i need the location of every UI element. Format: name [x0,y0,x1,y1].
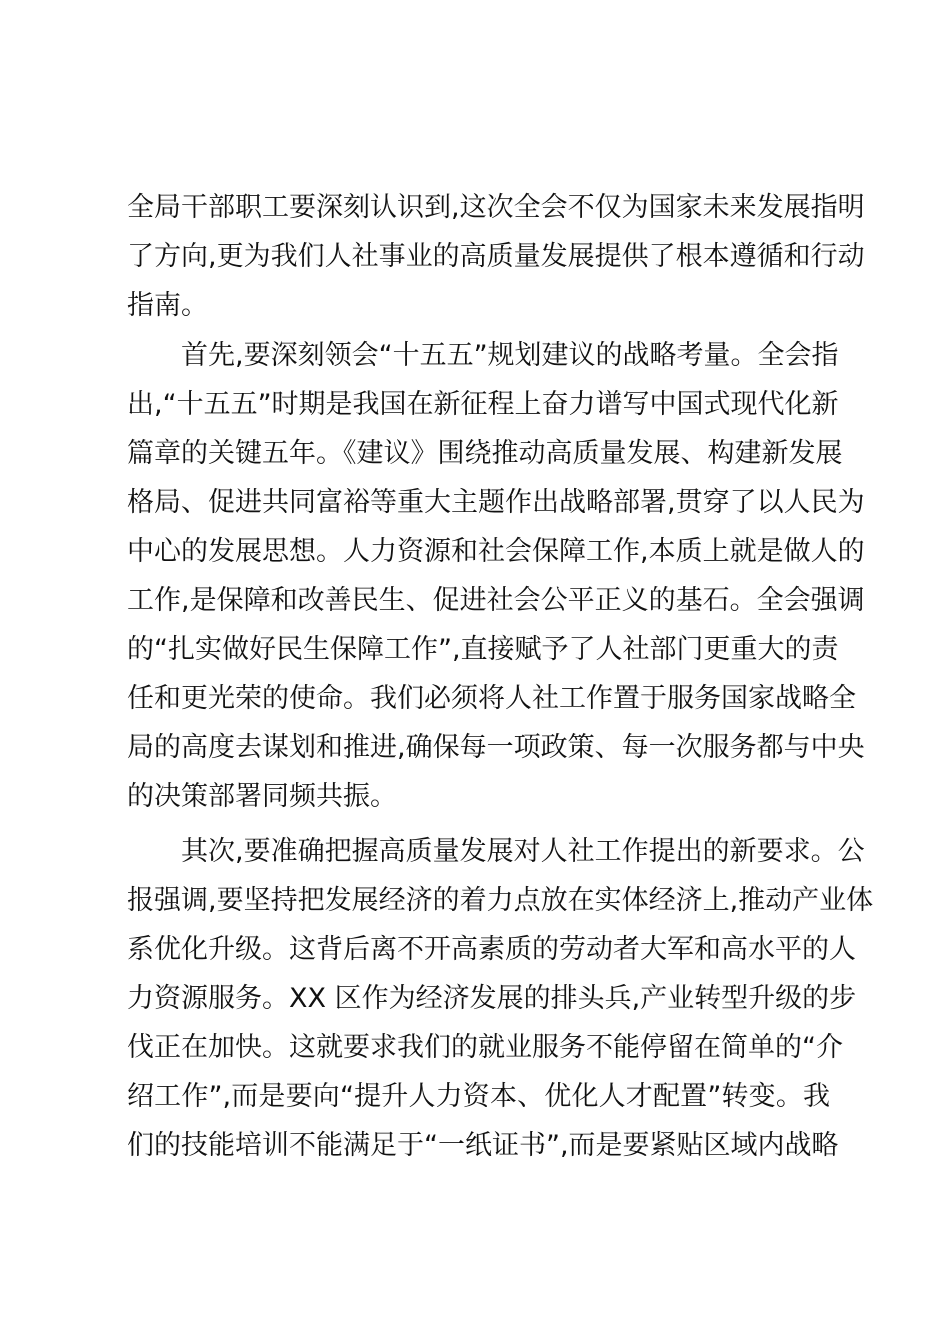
paragraph-line: 的决策部署同频共振。 [127,781,397,812]
paragraph-line: 出,“十五五”时期是我国在新征程上奋力谱写中国式现代化新 [127,389,839,420]
paragraph-line: 绍工作”,而是要向“提升人力资本、优化人才配置”转变。我 [127,1081,830,1112]
paragraph-line: 伐正在加快。这就要求我们的就业服务不能停留在简单的“介 [127,1032,843,1063]
paragraph-2 [127,331,865,821]
paragraph-1 [127,183,865,330]
paragraph-line: 力资源服务。XX 区作为经济发展的排头兵,产业转型升级的步 [127,983,857,1014]
paragraph-line: 了方向,更为我们人社事业的高质量发展提供了根本遵循和行动 [127,241,865,272]
paragraph-line: 全局干部职工要深刻认识到,这次全会不仅为国家未来发展指明 [127,192,865,223]
paragraph-line: 中心的发展思想。人力资源和社会保障工作,本质上就是做人的 [127,536,865,567]
paragraph-line: 首先,要深刻领会“十五五”规划建议的战略考量。全会指 [181,340,839,371]
paragraph-line: 系优化升级。这背后离不开高素质的劳动者大军和高水平的人 [127,934,856,965]
paragraph-line: 工作,是保障和改善民生、促进社会公平正义的基石。全会强调 [127,585,865,616]
paragraph-3 [127,827,874,1170]
paragraph-line: 格局、促进共同富裕等重大主题作出战略部署,贯穿了以人民为 [127,487,865,518]
paragraph-line: 其次,要准确把握高质量发展对人社工作提出的新要求。公 [181,836,865,867]
paragraph-line: 指南。 [127,290,208,321]
paragraph-line: 任和更光荣的使命。我们必须将人社工作置于服务国家战略全 [127,683,856,714]
paragraph-line: 报强调,要坚持把发展经济的着力点放在实体经济上,推动产业体 [127,885,874,916]
paragraph-line: 们的技能培训不能满足于“一纸证书”,而是要紧贴区域内战略 [127,1130,839,1161]
paragraph-line: 的“扎实做好民生保障工作”,直接赋予了人社部门更重大的责 [127,634,839,665]
paragraph-line: 篇章的关键五年。《建议》围绕推动高质量发展、构建新发展 [127,438,843,469]
paragraph-line: 局的高度去谋划和推进,确保每一项政策、每一次服务都与中央 [127,732,865,763]
